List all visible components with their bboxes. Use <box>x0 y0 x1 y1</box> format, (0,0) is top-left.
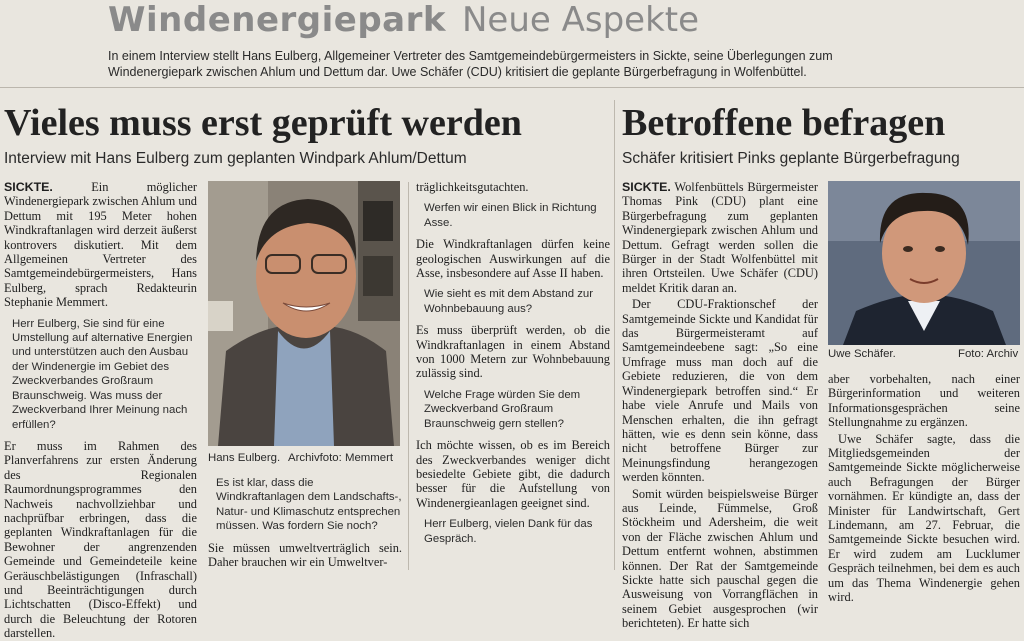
question: Werfen wir einen Blick in Richtung Asse. <box>424 202 597 229</box>
right-subhead: Schäfer kritisiert Pinks geplante Bürgerbefragung <box>622 150 960 167</box>
question: Herr Eulberg, Sie sind für eine Umstellung auf alternative Energien und unterstützen auch den Ausbau der Windenergie im Gebiet des Zweckverbandes Großraum Braunschweig. Was muss der Zweckverband Ihrer Meinung nach erfüllen? <box>12 317 193 431</box>
photo-credit: Foto: Archiv <box>958 348 1019 360</box>
portrait-image <box>828 181 1020 345</box>
left-col-3 <box>416 180 610 570</box>
divider <box>0 87 1024 88</box>
answer: Ich möchte wissen, ob es im Bereich des Zweckverbandes weniger dicht besiedelte Gebiete gibt, die dadurch besser für die Aufstellung von Windenergieanlagen geeignet sind. <box>416 438 610 510</box>
section-kicker: Windenergiepark <box>108 0 447 40</box>
answer: Er muss im Rahmen des Planverfahrens zur ersten Änderung des Regionalen Raumordnungsprogrammes den Nachweis nachvollziehbar und nachprüfbar erbringen, dass die geplanten Windkraftanlagen für die Bewohner der angrenzenden Gemeinde und Gemeindeteile keine Geräuschbelästigungen (Infraschall) und Beeinträchtigungen durch Lichtschatten (Disco-Effekt) und durch die Beleuchtung der Rotoren darstellen. <box>4 438 197 641</box>
question: Herr Eulberg, vielen Dank für das Gespräch. <box>424 518 593 545</box>
left-col-2 <box>208 474 402 570</box>
left-headline: Vieles muss erst geprüft werden <box>4 102 522 144</box>
answer: Sie müssen umweltverträglich sein. Daher brauchen wir ein Umweltver- <box>208 540 402 570</box>
lead-text: Wolfenbüttels Bürgermeister Thomas Pink (CDU) plant eine Bürgerbefragung zum geplanten Windenergiepark zwischen Ahlum und Dettum. Gefragt werden sollen die Bürger in der Stadt Wolfenbüttel mit ihren Ortsteilen. Uwe Schäfer (CDU) meldet Kritik daran an. <box>622 180 818 295</box>
left-subhead: Interview mit Hans Eulberg zum geplanten Windpark Ahlum/Dettum <box>4 150 467 167</box>
photo-caption-name: Uwe Schäfer. <box>828 348 896 360</box>
bleed-through-text <box>820 0 1024 40</box>
dateline: SICKTE. <box>622 180 671 194</box>
paragraph: aber vorbehalten, nach einer Bürgerinformation und weiteren Informationsgesprächen seine Stellungnahme zu ergänzen. <box>828 372 1020 430</box>
answer: träglichkeitsgutachten. <box>416 180 529 194</box>
question: Es ist klar, dass die Windkraftanlagen dem Landschafts-, Natur- und Klimaschutz entsprechen müssen. Was fordern Sie noch? <box>216 477 402 533</box>
paragraph: Der CDU-Fraktionschef der Samtgemeinde Sickte und Kandidat für das Bürgermeisteramt auf Samtgemeindeebene sagt: „So eine Umfrage muss man doch auf die Gebiete reduzieren, die von dem Windenergiepark betroffen sind.“ Er habe viele Anrufe und Mails von Menschen erhalten, die ihn gefragt hätten, wie es denn sein könne, dass nicht betroffene Bürger zur Meinungsfindung herangezogen werden könnten. <box>622 297 818 485</box>
answer: Es muss überprüft werden, ob die Windkraftanlagen in einem Abstand von 1000 Metern zur Wohnbebauung zulässig sind. <box>416 323 610 381</box>
question: Welche Frage würden Sie dem Zweckverband Großraum Braunschweig gern stellen? <box>424 388 581 430</box>
photo-hans-eulberg <box>208 181 400 446</box>
right-col-1 <box>622 180 818 631</box>
portrait-image <box>208 181 400 446</box>
right-col-2 <box>828 372 1020 605</box>
section-kicker-subtitle: Neue Aspekte <box>462 0 700 40</box>
question: Wie sieht es mit dem Abstand zur Wohnbebauung aus? <box>424 288 594 315</box>
paragraph: Uwe Schäfer sagte, dass die Mitgliedsgemeinden der Samtgemeinde Sickte möglicherweise auch Befragungen der Bürger vornähmen. Er kündigte an, dass der Minister für Landwirtschaft, Gert Lindemann, am 27. Februar, die Samtgemeinde Sickte besuchen wird. Er wird zudem am Lucklumer Gespräch teilnehmen, bei dem es auch um das Thema Windenergie gehen wird. <box>828 431 1020 605</box>
article-divider <box>614 100 615 570</box>
photo-uwe-schaefer <box>828 181 1020 345</box>
intro-text: In einem Interview stellt Hans Eulberg, Allgemeiner Vertreter des Samtgemeindebürgermeisters in Sickte, seine Überlegungen zum Windenergiepark zwischen Ahlum und Dettum dar. Uwe Schäfer (CDU) kritisiert die geplante Bürgerbefragung in Wolfenbüttel. <box>108 49 833 79</box>
column-rule <box>408 182 409 570</box>
left-col-1 <box>4 180 197 641</box>
photo-credit: Archivfoto: Memmert <box>288 452 394 464</box>
paragraph: Somit würden beispielsweise Bürger aus Leinde, Fümmelse, Groß Stöckheim und Adersheim, die weit von der Fläche zwischen Ahlum und Dettum entfernt wohnen, abstimmen können. Der Rat der Samtgemeinde Sickte hatte sich pauschal gegen die Ausweisung von Vorrangflächen in seinem Gebiet ausgesprochen (wir berichteten). Er hatte sich <box>622 486 818 631</box>
lead-text: Ein möglicher Windenergiepark zwischen Ahlum und Dettum mit 195 Meter hohen Windkraftanlagen wird derzeit äußerst kontrovers diskutiert. Mit dem Allgemeinen Vertreter des Samtgemeindebürgermeisters, Hans Eulberg, sprach Redakteurin Stephanie Memmert. <box>4 180 197 310</box>
right-headline: Betroffene befragen <box>622 102 946 144</box>
dateline: SICKTE. <box>4 180 53 194</box>
answer: Die Windkraftanlagen dürfen keine geologischen Auswirkungen auf die Asse, insbesondere auf Asse II haben. <box>416 237 610 281</box>
photo-caption-name: Hans Eulberg. <box>208 452 281 464</box>
